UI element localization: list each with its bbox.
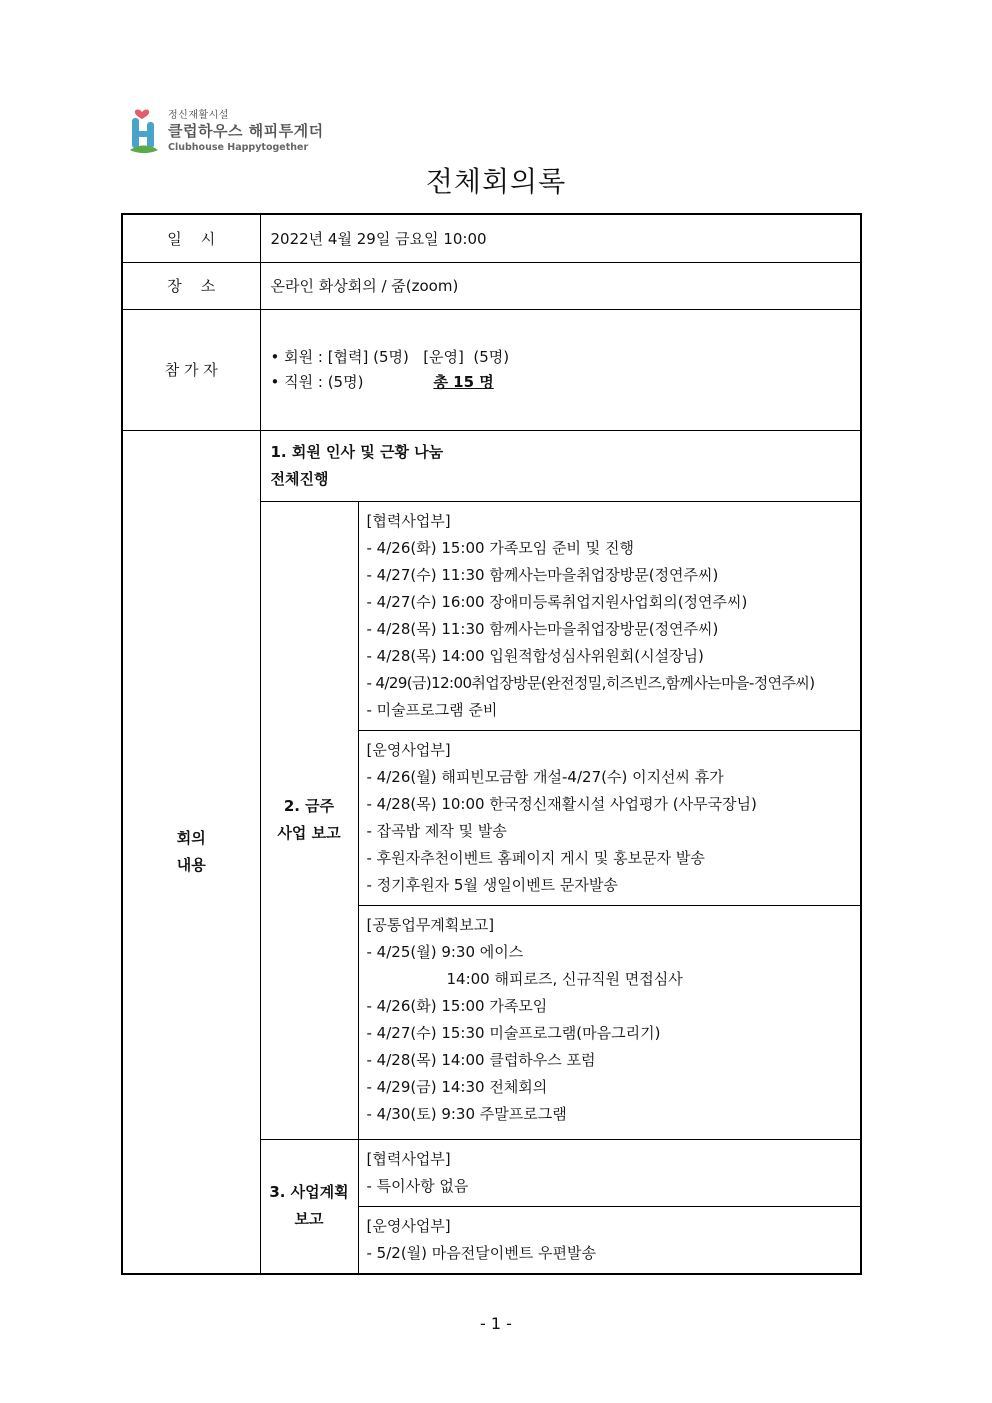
list-item: - 4/26(화) 15:00 가족모임	[366, 996, 548, 1015]
list-item: - 4/28(목) 11:30 함께사는마을취업장방문(정연주씨)	[366, 619, 719, 638]
minutes-table	[121, 213, 862, 1275]
list-item: - 4/28(목) 10:00 한국정신재활시설 사업평가 (사무국장님)	[366, 794, 757, 813]
block-header: [공통업무계획보고]	[366, 915, 495, 934]
list-item: - 미술프로그램 준비	[366, 700, 498, 719]
attendee-staff-line: • 직원 : (5명) 총 15 명	[270, 372, 494, 391]
list-item: - 특이사항 없음	[366, 1176, 469, 1195]
attendees-label: 참 가 자	[122, 309, 260, 430]
list-item: 14:00 해피로즈, 신규직원 면접심사	[446, 969, 683, 988]
section3-cooperation-block	[358, 1139, 861, 1206]
block-header: [협력사업부]	[366, 511, 451, 530]
attendee-members-line: • 회원 : [협력] (5명) [운영] (5명)	[270, 347, 510, 366]
list-item: - 4/30(토) 9:30 주말프로그램	[366, 1104, 567, 1123]
list-item: - 4/28(목) 14:00 입원적합성심사위원회(시설장님)	[366, 646, 704, 665]
meeting-content-label: 회의 내용	[122, 430, 260, 1274]
list-item: - 4/28(목) 14:00 클럽하우스 포럼	[366, 1050, 596, 1069]
list-item: - 4/27(수) 16:00 장애미등록취업지원사업회의(정연주씨)	[366, 592, 748, 611]
section2-label: 2. 금주 사업 보고	[260, 501, 358, 1139]
list-item: - 4/27(수) 11:30 함께사는마을취업장방문(정연주씨)	[366, 565, 719, 584]
date-value: 2022년 4월 29일 금요일 10:00	[260, 214, 861, 262]
logo-mark-icon	[128, 104, 164, 156]
date-row	[122, 214, 861, 262]
logo-subtitle: 정신재활시설	[168, 110, 229, 121]
section2-cooperation-block	[358, 501, 861, 730]
attendees-row	[122, 309, 861, 430]
section1-subtitle: 전체진행	[270, 469, 329, 488]
section1-row	[122, 430, 861, 501]
place-value: 온라인 화상회의 / 줌(zoom)	[260, 262, 861, 309]
list-item: - 후원자추천이벤트 홈페이지 게시 및 홍보문자 발송	[366, 848, 705, 867]
list-item: - 4/26(화) 15:00 가족모임 준비 및 진행	[366, 538, 635, 557]
block-header: [운영사업부]	[366, 1216, 451, 1235]
block-header: [협력사업부]	[366, 1149, 451, 1168]
list-item: - 4/29(금)12:00취업장방문(완전정밀,히즈빈즈,함께사는마을-정연주씨)	[366, 673, 815, 692]
list-item: - 잡곡밥 제작 및 발송	[366, 821, 507, 840]
list-item: - 4/29(금) 14:30 전체회의	[366, 1077, 548, 1096]
section1-title: 1. 회원 인사 및 근황 나눔	[270, 442, 444, 461]
organization-logo	[128, 104, 328, 156]
place-label: 장 소	[122, 262, 260, 309]
document-title: 전체회의록	[425, 165, 567, 198]
section3-label: 3. 사업계획 보고	[260, 1139, 358, 1274]
attendee-total: 총 15 명	[433, 372, 494, 391]
list-item: - 4/26(월) 해피빈모금함 개설-4/27(수) 이지선씨 휴가	[366, 767, 724, 786]
section1-cell	[260, 430, 861, 501]
logo-name: 클럽하우스 해피투게더	[168, 122, 324, 140]
list-item: - 5/2(월) 마음전달이벤트 우편발송	[366, 1243, 596, 1262]
logo-english-name: Clubhouse Happytogether	[168, 142, 309, 153]
place-row	[122, 262, 861, 309]
page-number: - 1 -	[480, 1314, 512, 1333]
date-label: 일 시	[122, 214, 260, 262]
section2-common-block	[358, 905, 861, 1139]
list-item: - 4/27(수) 15:30 미술프로그램(마음그리기)	[366, 1023, 661, 1042]
section2-operation-block	[358, 730, 861, 905]
list-item: - 정기후원자 5월 생일이벤트 문자발송	[366, 875, 618, 894]
section3-operation-block	[358, 1206, 861, 1274]
block-header: [운영사업부]	[366, 740, 451, 759]
list-item: - 4/25(월) 9:30 에이스	[366, 942, 524, 961]
attendees-value	[260, 309, 861, 430]
